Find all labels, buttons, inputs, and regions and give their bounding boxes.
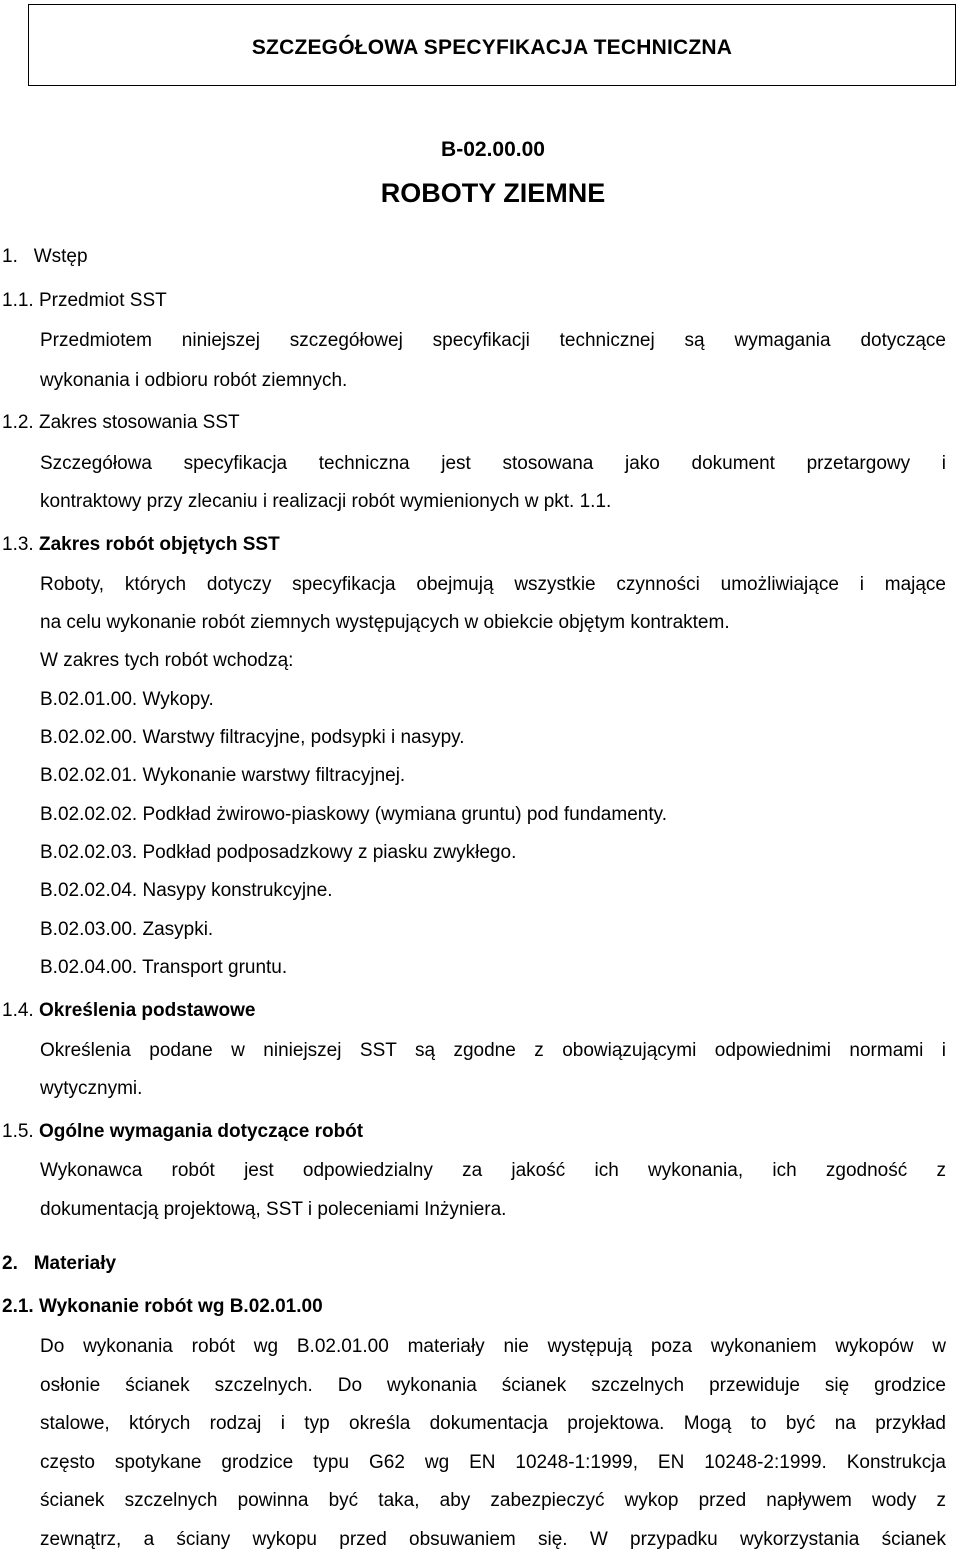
heading-section-1-5 xyxy=(2,1120,363,1144)
list-item: B.02.02.00. Warstwy filtracyjne, podsypki i nasypy. xyxy=(40,727,465,748)
paragraph-line: Określenia podane w niniejszej SST są zgodne z obowiązującymi odpowiednimi normami i xyxy=(40,1040,946,1061)
heading-section-2 xyxy=(2,1252,116,1276)
paragraph-line: wykonania i odbioru robót ziemnych. xyxy=(40,370,348,391)
heading-number: 1.3. xyxy=(2,534,34,555)
heading-title: Określenia podstawowe xyxy=(38,1000,256,1021)
heading-title: Wstęp xyxy=(33,246,88,267)
heading-section-1-1 xyxy=(2,289,167,313)
heading-title: Ogólne wymagania dotyczące robót xyxy=(38,1121,364,1142)
paragraph-line: W zakres tych robót wchodzą: xyxy=(40,650,294,671)
heading-section-1-2 xyxy=(2,411,240,435)
paragraph-line: Przedmiotem niniejszej szczegółowej specyfikacji technicznej są wymagania dotyczące xyxy=(40,330,946,351)
paragraph-line: kontraktowy przy zlecaniu i realizacji robót wymienionych w pkt. 1.1. xyxy=(40,491,612,512)
paragraph-line: ścianek szczelnych powinna być taka, aby zabezpieczyć wykop przed napływem wody z xyxy=(40,1490,946,1511)
paragraph-line: Do wykonania robót wg B.02.01.00 materiały nie występują poza wykonaniem wykopów w xyxy=(40,1336,946,1357)
paragraph-line: osłonie ścianek szczelnych. Do wykonania ścianek szczelnych przewiduje się grodzice xyxy=(40,1375,946,1396)
heading-number: 1.1. xyxy=(2,290,34,311)
heading-title: Zakres stosowania SST xyxy=(38,412,240,433)
paragraph-line: dokumentacją projektową, SST i poleceniami Inżyniera. xyxy=(40,1199,507,1220)
list-item: B.02.04.00. Transport gruntu. xyxy=(40,957,288,978)
heading-number: 2. xyxy=(2,1253,18,1274)
list-item: B.02.01.00. Wykopy. xyxy=(40,689,214,710)
heading-section-1 xyxy=(2,245,88,269)
list-item: B.02.02.03. Podkład podposadzkowy z piasku zwykłego. xyxy=(40,842,517,863)
heading-title: Przedmiot SST xyxy=(38,290,167,311)
document-type-title: SZCZEGÓŁOWA SPECYFIKACJA TECHNICZNA xyxy=(251,36,733,59)
list-item: B.02.03.00. Zasypki. xyxy=(40,919,214,940)
spec-code: B-02.00.00 xyxy=(441,138,545,161)
paragraph-line: na celu wykonanie robót ziemnych występujących w obiekcie objętym kontraktem. xyxy=(40,612,730,633)
heading-title: Zakres robót objętych SST xyxy=(38,534,280,555)
heading-section-1-4 xyxy=(2,999,255,1023)
list-item: B.02.02.02. Podkład żwirowo-piaskowy (wymiana gruntu) pod fundamenty. xyxy=(40,804,667,825)
spec-subject: ROBOTY ZIEMNE xyxy=(380,178,606,208)
paragraph-line: stalowe, których rodzaj i typ określa dokumentacja projektowa. Mogą to być na przykład xyxy=(40,1413,946,1434)
paragraph-line: często spotykane grodzice typu G62 wg EN 10248-1:1999, EN 10248-2:1999. Konstrukcja xyxy=(40,1452,946,1473)
heading-title: Wykonanie robót wg B.02.01.00 xyxy=(38,1296,323,1317)
paragraph-line: zewnątrz, a ściany wykopu przed obsuwaniem się. W przypadku wykorzystania ścianek xyxy=(40,1529,946,1550)
heading-number: 1. xyxy=(2,246,18,267)
heading-section-1-3 xyxy=(2,533,280,557)
heading-number: 1.5. xyxy=(2,1121,34,1142)
heading-number: 1.2. xyxy=(2,412,34,433)
paragraph-line: Roboty, których dotyczy specyfikacja obejmują wszystkie czynności umożliwiające i mające xyxy=(40,574,946,595)
list-item: B.02.02.01. Wykonanie warstwy filtracyjnej. xyxy=(40,765,406,786)
heading-number: 1.4. xyxy=(2,1000,34,1021)
paragraph-line: Wykonawca robót jest odpowiedzialny za jakość ich wykonania, ich zgodność z xyxy=(40,1160,946,1181)
heading-section-2-1 xyxy=(2,1295,323,1319)
header-box xyxy=(28,4,956,86)
list-item: B.02.02.04. Nasypy konstrukcyjne. xyxy=(40,880,333,901)
paragraph-line: Szczegółowa specyfikacja techniczna jest stosowana jako dokument przetargowy i xyxy=(40,453,946,474)
heading-title: Materiały xyxy=(33,1253,117,1274)
heading-number: 2.1. xyxy=(2,1296,34,1317)
paragraph-line: wytycznymi. xyxy=(40,1078,143,1099)
